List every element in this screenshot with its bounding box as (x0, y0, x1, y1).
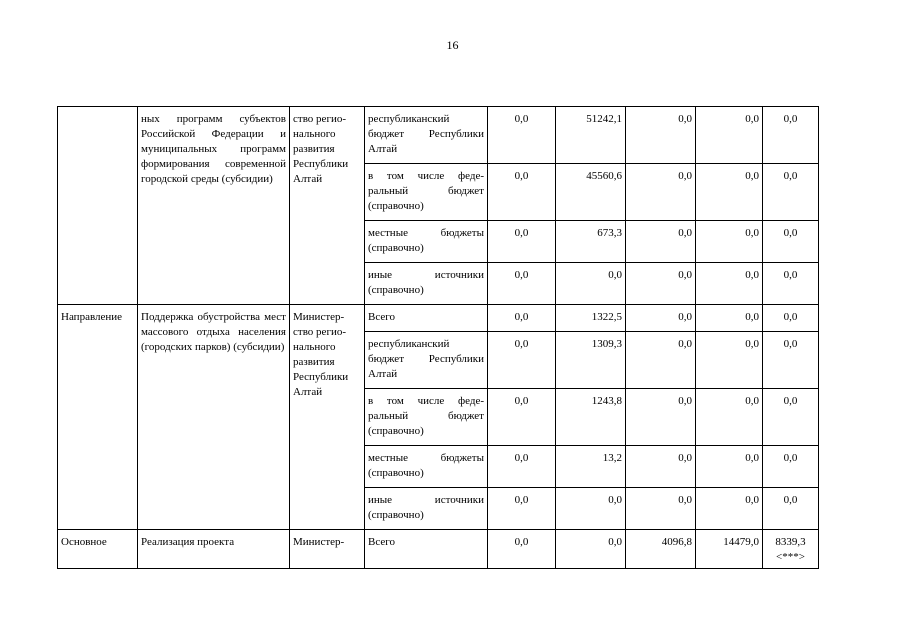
value-cell-year-2: 51242,1 (556, 107, 626, 164)
funding-source-cell: республиканский бюджет Республики Алтай (365, 107, 488, 164)
value-cell-year-1: 0,0 (488, 389, 556, 446)
value-cell-year-1: 0,0 (488, 305, 556, 332)
value-cell-year-2: 1322,5 (556, 305, 626, 332)
value-cell-year-5: 0,0 (763, 305, 819, 332)
page-number: 16 (446, 38, 459, 52)
value-cell-year-2: 0,0 (556, 488, 626, 530)
value-cell-year-1: 0,0 (488, 164, 556, 221)
value-cell-year-2: 1309,3 (556, 332, 626, 389)
funding-source-cell: республиканский бюджет Республики Алтай (365, 332, 488, 389)
value-cell-year-5: 8339,3 <***> (763, 530, 819, 569)
responsible-cell: Министер- (290, 530, 365, 569)
direction-cell: Направление (58, 305, 138, 530)
value-cell-year-2: 673,3 (556, 221, 626, 263)
value-cell-year-2: 0,0 (556, 263, 626, 305)
value-cell-year-4: 0,0 (696, 164, 763, 221)
value-cell-year-3: 0,0 (626, 332, 696, 389)
value-cell-year-4: 0,0 (696, 488, 763, 530)
funding-source-cell: иные источники (справочно) (365, 263, 488, 305)
value-cell-year-4: 0,0 (696, 389, 763, 446)
value-cell-year-3: 0,0 (626, 488, 696, 530)
measure-name-cell: ных программ субъектов Российской Федерации и муниципальных программ формирования современной городской среды (субсидии) (138, 107, 290, 305)
value-cell-year-3: 0,0 (626, 107, 696, 164)
value-cell-year-4: 0,0 (696, 263, 763, 305)
value-cell-year-5: 0,0 (763, 164, 819, 221)
funding-source-cell: местные бюджеты (справочно) (365, 221, 488, 263)
responsible-cell: Министер-ство регио-нального развития Республики Алтай (290, 305, 365, 530)
value-cell-year-1: 0,0 (488, 107, 556, 164)
value-cell-year-4: 0,0 (696, 446, 763, 488)
value-cell-year-3: 0,0 (626, 221, 696, 263)
value-cell-year-3: 4096,8 (626, 530, 696, 569)
value-cell-year-3: 0,0 (626, 164, 696, 221)
budget-table (57, 106, 819, 569)
value-cell-year-4: 0,0 (696, 107, 763, 164)
table-row (58, 530, 819, 569)
value-cell-year-3: 0,0 (626, 305, 696, 332)
value-cell-year-3: 0,0 (626, 446, 696, 488)
value-cell-year-5: 0,0 (763, 332, 819, 389)
measure-name-cell: Поддержка обустройства мест массового отдыха населения (городских парков) (субсидии) (138, 305, 290, 530)
direction-cell: Основное (58, 530, 138, 569)
value-cell-year-1: 0,0 (488, 221, 556, 263)
value-cell-year-1: 0,0 (488, 530, 556, 569)
funding-source-cell: в том числе феде-ральный бюджет (справочно) (365, 389, 488, 446)
funding-source-cell: Всего (365, 530, 488, 569)
value-cell-year-4: 0,0 (696, 221, 763, 263)
value-cell-year-5: 0,0 (763, 488, 819, 530)
value-cell-year-3: 0,0 (626, 389, 696, 446)
value-cell-year-2: 0,0 (556, 530, 626, 569)
value-cell-year-5: 0,0 (763, 221, 819, 263)
measure-name-cell: Реализация проекта (138, 530, 290, 569)
funding-source-cell: местные бюджеты (справочно) (365, 446, 488, 488)
responsible-cell: ство регио-нального развития Республики Алтай (290, 107, 365, 305)
value-cell-year-1: 0,0 (488, 446, 556, 488)
value-cell-year-2: 1243,8 (556, 389, 626, 446)
value-cell-year-1: 0,0 (488, 332, 556, 389)
funding-source-cell: иные источники (справочно) (365, 488, 488, 530)
value-cell-year-5: 0,0 (763, 446, 819, 488)
funding-source-cell: в том числе феде-ральный бюджет (справочно) (365, 164, 488, 221)
value-cell-year-4: 14479,0 (696, 530, 763, 569)
value-cell-year-5: 0,0 (763, 263, 819, 305)
table-row (58, 107, 819, 164)
value-cell-year-3: 0,0 (626, 263, 696, 305)
value-cell-year-5: 0,0 (763, 389, 819, 446)
value-cell-year-1: 0,0 (488, 263, 556, 305)
funding-source-cell: Всего (365, 305, 488, 332)
value-cell-year-4: 0,0 (696, 332, 763, 389)
value-cell-year-4: 0,0 (696, 305, 763, 332)
value-cell-year-1: 0,0 (488, 488, 556, 530)
table-row (58, 305, 819, 332)
value-cell-year-2: 45560,6 (556, 164, 626, 221)
direction-cell (58, 107, 138, 305)
value-cell-year-2: 13,2 (556, 446, 626, 488)
value-cell-year-5: 0,0 (763, 107, 819, 164)
